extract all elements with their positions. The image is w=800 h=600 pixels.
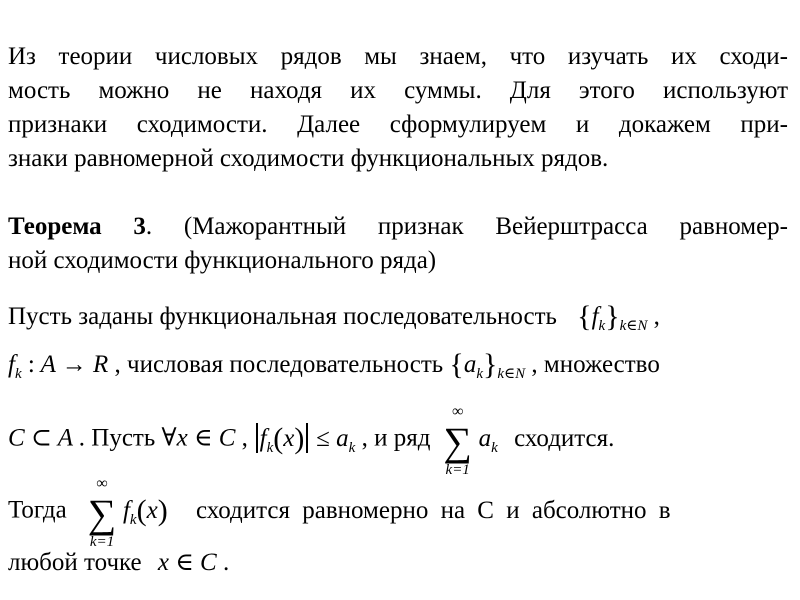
statement-text: любой точке [8,549,142,576]
statement-line-5 [8,548,229,578]
statement-text: . Пусть [78,424,156,452]
statement-text: , числовая последовательность [114,351,444,378]
theorem-heading-line-1 [8,212,788,242]
theorem-heading-line-2: ной сходимости функционального ряда) [8,247,437,274]
statement-text: , и ряд [361,424,431,452]
statement-line-1 [8,302,660,341]
statement-text: , множество [531,351,660,378]
statement-line-4 [8,475,671,550]
intro-line-4: знаки равномерной сходимости функциональных рядов. [8,145,609,172]
statement-line-3: C ⊂ A . Пусть ∀x ∈ C , $f_k(x) \le a_k$ , и ряд ∞ ∑ k=1 $a_k$ сходится. [8,403,615,478]
intro-line-1: Из теории числовых рядов мы знаем, что изучать их сходи- [8,43,788,70]
math-sum-ak: ∞ ∑ k=1 [443,403,472,478]
statement-line-2 [8,350,660,389]
math-x-in-C: x ∈ C [157,549,217,576]
statement-text: Пусть заданы функциональная последовательность [8,303,557,330]
math-inequality: $f_k(x) \le a_k$ [254,425,361,452]
math-mapping: $f_k$ : A → R [8,351,109,382]
math-forall: ∀x ∈ C [161,424,236,452]
math-sequence-f: $\{f_k\}_{k\in N}$ [577,300,648,334]
intro-line-3: признаки сходимости. Далее сформулируем и докажем при- [8,111,788,138]
statement-text: Тогда [8,496,67,524]
math-subset: C ⊂ A [8,424,73,452]
theorem-label: Теорема 3 [8,213,146,240]
comma: , [653,303,660,330]
intro-line-2: мость можно не находя их суммы. Для этого используют [8,77,788,104]
statement-text: , [241,424,248,452]
math-sequence-a: $\{a_k\}_{k\in N}$ [449,348,526,382]
statement-text: сходится. [514,424,615,452]
math-sum-fk: ∞ ∑ k=1 [87,475,117,550]
theorem-title-part-1: . (Мажорантный признак Вейерштрасса равномер- [145,213,788,240]
statement-text: . [222,549,230,576]
math-fk-x: $f_k(x)$ [122,493,168,528]
statement-text: сходится равномерно на С и абсолютно в [195,496,671,524]
